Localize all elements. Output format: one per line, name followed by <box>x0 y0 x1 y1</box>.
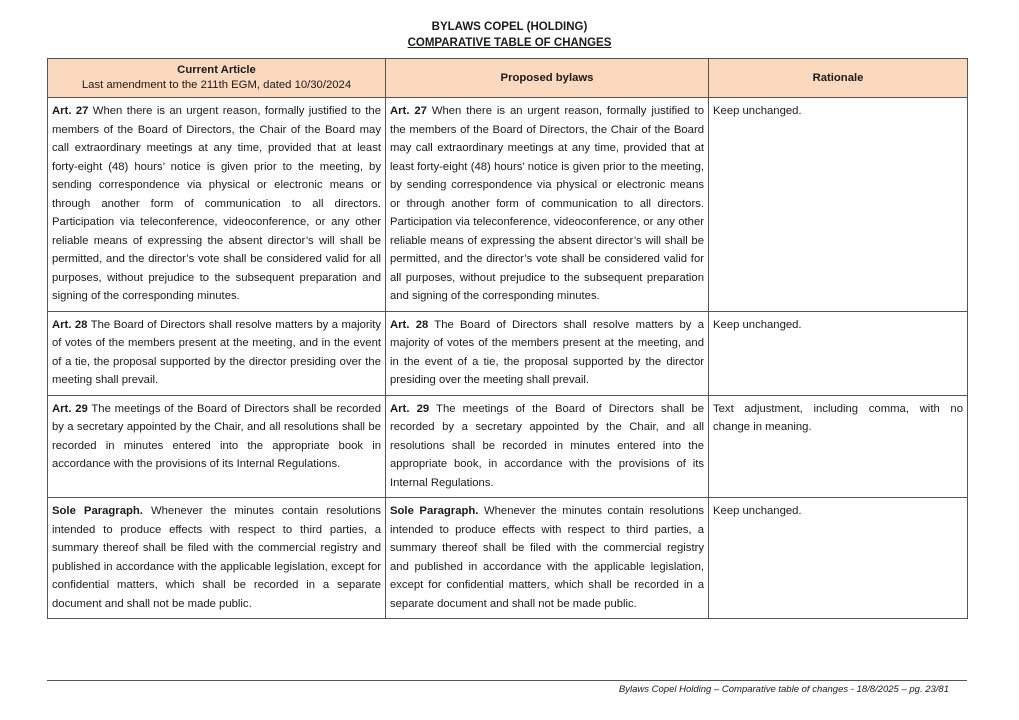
article-text: The meetings of the Board of Directors shall be recorded by a secretary appointed by the Chair, and all resolutions shall be recorded in minutes entered into the appropriate book in accordance with the provisions of its Internal Regulations. <box>52 402 381 470</box>
proposed-heading: Proposed bylaws <box>500 71 594 84</box>
current-article-cell <box>48 311 386 395</box>
rationale-cell: Text adjustment, including comma, with no change in meaning. <box>709 395 968 498</box>
rationale-cell: Keep unchanged. <box>709 98 968 312</box>
proposed-article-cell <box>386 311 709 395</box>
column-header-proposed <box>386 59 709 98</box>
article-label: Art. 29 <box>390 402 430 415</box>
table-row <box>48 311 968 395</box>
article-label: Art. 27 <box>390 105 427 117</box>
article-label: Art. 27 <box>52 105 89 117</box>
comparative-table <box>47 58 968 619</box>
current-article-subheading: Last amendment to the 211th EGM, dated 10/30/2024 <box>81 79 352 91</box>
document-title: BYLAWS COPEL (HOLDING) <box>431 21 588 33</box>
proposed-article-cell <box>386 98 709 312</box>
article-label: Sole Paragraph. <box>52 505 143 517</box>
column-header-current <box>48 59 386 98</box>
article-text: When there is an urgent reason, formally justified to the members of the Board of Directors, the Chair of the Board may call extraordinary meetings at any time, provided that at least forty-eight (48) hours’ notice is given prior to the meeting, by sending correspondence via physical or electronic means or through another form of communication to all directors. Participation via teleconference, videoconference, or any other reliable means of expressing the absent director’s will shall be permitted, and the director’s vote shall be considered valid for all purposes, without prejudice to the subsequent preparation and signing of the corresponding minutes. <box>52 105 381 302</box>
table-row <box>48 98 968 312</box>
proposed-article-cell <box>386 498 709 619</box>
article-text: The Board of Directors shall resolve matters by a majority of votes of the members present at the meeting, and in the event of a tie, the proposal supported by the director presiding over the meeting shall prevail. <box>52 318 381 386</box>
article-label: Art. 28 <box>52 318 88 331</box>
article-text: When there is an urgent reason, formally justified to the members of the Board of Directors, the Chair of the Board may call extraordinary meetings at any time, provided that at least forty-eight (48) hours’ notice is given prior to the meeting, by sending correspondence via physical or electronic means or through another form of communication to all directors. Participation via teleconference, videoconference, or any other reliable means of expressing the absent director’s will shall be permitted, and the director’s vote shall be considered valid for all purposes, without prejudice to the subsequent preparation and signing of the corresponding minutes. <box>390 105 704 302</box>
footer-divider <box>47 680 967 681</box>
document-subtitle: COMPARATIVE TABLE OF CHANGES <box>407 37 612 49</box>
current-article-cell <box>48 395 386 498</box>
page-footer: Bylaws Copel Holding – Comparative table of changes - 18/8/2025 – pg. 23/81 <box>618 684 949 695</box>
current-article-heading: Current Article <box>177 64 256 76</box>
current-article-cell <box>48 498 386 619</box>
article-label: Art. 28 <box>390 318 429 331</box>
current-article-cell <box>48 98 386 312</box>
article-text: The Board of Directors shall resolve matters by a majority of votes of the members present at the meeting, and in the event of a tie, the proposal supported by the director presiding over the meeting shall prevail. <box>390 318 704 386</box>
article-label: Art. 29 <box>52 402 88 415</box>
article-text: The meetings of the Board of Directors shall be recorded by a secretary appointed by the Chair, and all resolutions shall be recorded in minutes entered into the appropriate book, in accordance with the provisions of its Internal Regulations. <box>390 402 704 489</box>
table-row <box>48 498 968 619</box>
proposed-article-cell <box>386 395 709 498</box>
rationale-cell: Keep unchanged. <box>709 498 968 619</box>
article-text: Whenever the minutes contain resolutions intended to produce effects with respect to third parties, a summary thereof shall be filed with the commercial registry and published in accordance with the applicable legislation, except for confidential matters, which shall be recorded in a separate document and shall not be made public. <box>52 505 382 610</box>
rationale-heading: Rationale <box>812 71 864 84</box>
table-row <box>48 395 968 498</box>
rationale-cell: Keep unchanged. <box>709 311 968 395</box>
document-title-block <box>0 19 1019 51</box>
article-label: Sole Paragraph. <box>390 505 479 517</box>
column-header-rationale <box>709 59 968 98</box>
article-text: Whenever the minutes contain resolutions intended to produce effects with respect to third parties, a summary thereof shall be filed with the commercial registry and published in accordance with the applicable legislation, except for confidential matters, which shall be recorded in a separate document and shall not be made public. <box>390 505 705 610</box>
table-header-row <box>48 59 968 98</box>
